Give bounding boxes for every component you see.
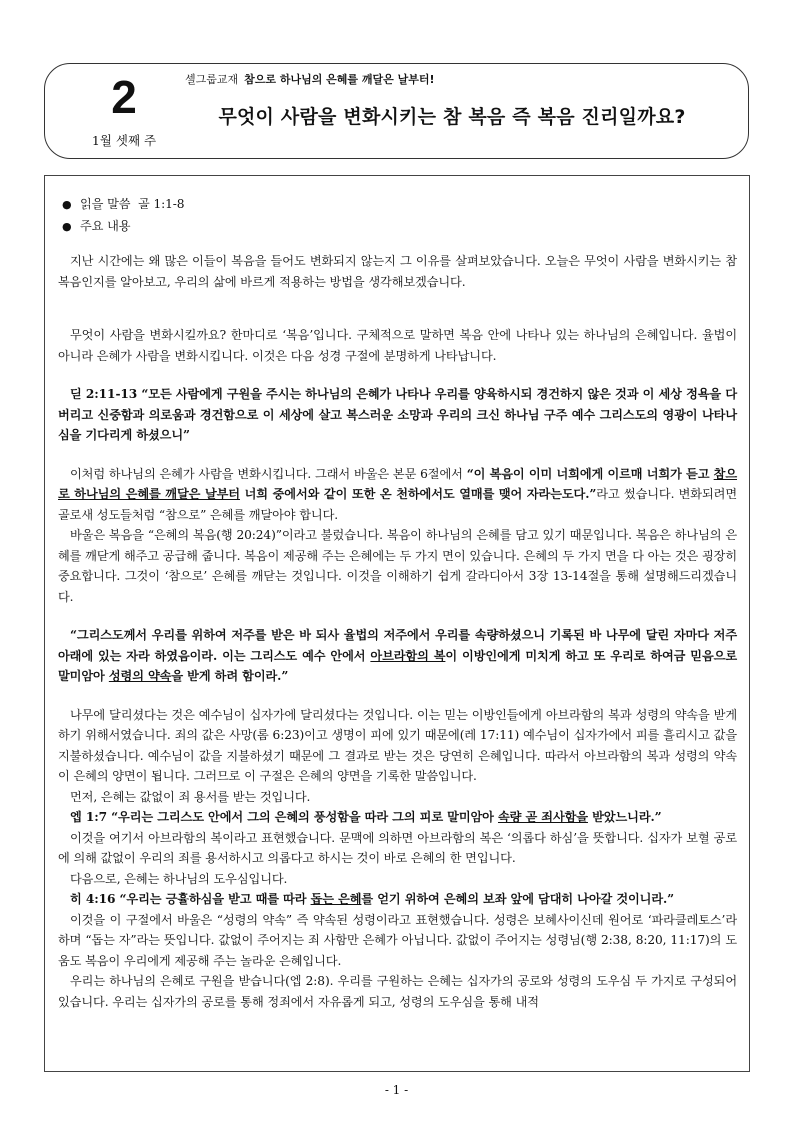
quote-text: “이 복음이 이미 너희에게 이르매 너희가 듣고 xyxy=(466,466,714,481)
scripture-quote xyxy=(58,889,737,910)
underlined-quote: 성령의 약속 xyxy=(108,669,172,683)
scripture-quote xyxy=(58,807,737,828)
text-span: 이처럼 하나님의 은혜가 사람을 변화시킵니다. 그래서 바울은 본문 6절에서 xyxy=(70,466,467,481)
page-title: 무엇이 사람을 변화시키는 참 복음 즉 복음 진리일까요? xyxy=(218,106,686,128)
paragraph xyxy=(58,464,737,526)
reading-label: 읽을 말씀 xyxy=(80,197,131,211)
quote-text: 을 받게 하려 함이라.” xyxy=(171,669,289,683)
intro-paragraph: 지난 시간에는 왜 많은 이들이 복음을 들어도 변화되지 않는지 그 이유를 살펴보았습니다. 오늘은 무엇이 사람을 변화시키는 참 복음인지를 알아보고, 우리의 삶에 바르게 적용하는 방법을 생각해보겠습니다. xyxy=(58,254,737,289)
reading-line xyxy=(58,194,737,216)
paragraph: 먼저, 은혜는 값없이 죄 용서를 받는 것입니다. xyxy=(70,789,311,804)
paragraph: 우리는 하나님의 은혜로 구원을 받습니다(엡 2:8). 우리를 구원하는 은혜는 십자가의 공로와 성령의 도우심 두 가지로 구성되어 있습니다. 우리는 십자가의 공로를 통해 정죄에서 자유롭게 되고, 성령의 도우심을 통해 내적 xyxy=(58,974,737,1009)
quote-text: 히 4:16 “우리는 긍휼하심을 받고 때를 따라 xyxy=(70,892,311,906)
reading-ref: 골 1:1-8 xyxy=(138,197,185,211)
paragraph: 다음으로, 은혜는 하나님의 도우심입니다. xyxy=(70,871,288,886)
lesson-header xyxy=(44,63,749,159)
scripture-quote xyxy=(58,625,737,687)
underlined-quote: 돕는 은혜 xyxy=(310,892,362,906)
quote-text: 엡 1:7 “우리는 그리스도 안에서 그의 은혜의 풍성함을 따라 그의 피로 말미암아 xyxy=(70,810,498,824)
paragraph: 이것을 여기서 아브라함의 복이라고 표현했습니다. 문맥에 의하면 아브라함의 복은 ‘의롭다 하심’을 뜻합니다. 십자가 보혈 공로에 의해 값없이 우리의 죄를 용서하시고 의롭다고 하시는 것이 바로 은혜의 한 면입니다. xyxy=(58,830,737,865)
week-label: 1월 셋째 주 xyxy=(91,133,157,148)
text-span: 라고 썼습니다. 변화되려면 골로새 성도들처럼 “참으로” 은혜를 깨달아야 합니다. xyxy=(58,487,737,522)
series-title: 참으로 하나님의 은혜를 깨달은 날부터! xyxy=(244,73,435,86)
paragraph: 바울은 복음을 “은혜의 복음(행 20:24)”이라고 불렀습니다. 복음이 하나님의 은혜를 담고 있기 때문입니다. 복음은 하나님의 은혜를 깨닫게 해주고 공급해 줍니다. 복음이 제공해 주는 은혜에는 두 가지 면이 있습니다. 은혜의 두 가지 면을 다 아는 것은 굉장히 중요합니다. 그것이 ‘참으로’ 은혜를 깨닫는 것입니다. 이것을 이해하기 쉽게 갈라디아서 3장 13-14절을 통해 설명해드리겠습니다. xyxy=(58,528,737,604)
series-prefix: 셀그룹교재 xyxy=(185,73,239,86)
underlined-quote: 참으로 하나님의 은혜를 깨달은 날부터 xyxy=(58,466,738,501)
quote-text: 받았느니라.” xyxy=(587,810,662,824)
scripture-quote xyxy=(58,384,737,446)
page-number: - 1 - xyxy=(384,1083,409,1097)
main-content-line xyxy=(58,216,737,238)
underlined-quote: 속량 곧 죄사함을 xyxy=(497,810,588,824)
quote-text: 를 얻기 위하여 은혜의 보좌 앞에 담대히 나아갈 것이니라.” xyxy=(361,892,675,906)
series-label xyxy=(185,72,435,87)
quote-text: 이 이방인에게 미치게 하고 또 우리로 하여금 믿음으로 말미암아 xyxy=(58,648,737,683)
quote-text: 딛 2:11-13 “모든 사람에게 구원을 주시는 하나님의 은혜가 나타나 우리를 양육하시되 경건하지 않은 것과 이 세상 정욕을 다 버리고 신중함과 의로움과 경건함으로 이 세상에 살고 복스러운 소망과 우리의 크신 하나님 구주 예수 그리스도의 영광이 나타나심을 기다리게 하셨으니” xyxy=(58,387,737,442)
quote-text: “그리스도께서 우리를 위하여 저주를 받은 바 되사 율법의 저주에서 우리를 속량하셨으니 기록된 바 나무에 달린 자마다 저주 아래에 있는 자라 하였음이라. 이는 그리스도 예수 안에서 xyxy=(58,628,737,663)
paragraph: 무엇이 사람을 변화시킬까요? 한마디로 ‘복음’입니다. 구체적으로 말하면 복음 안에 나타나 있는 하나님의 은혜입니다. 율법이 아니라 은혜가 사람을 변화시킵니다. 이것은 다음 성경 구절에 분명하게 나타납니다. xyxy=(58,328,737,363)
content-box xyxy=(44,175,750,1072)
lesson-number: 2 xyxy=(111,71,137,123)
underlined-quote: 아브라함의 복 xyxy=(370,648,446,663)
bullet-icon: ● xyxy=(62,219,72,233)
lesson-content xyxy=(58,194,737,1012)
main-label: 주요 내용 xyxy=(80,218,131,233)
bullet-icon: ● xyxy=(62,198,72,211)
paragraph: 이것을 이 구절에서 바울은 “성령의 약속” 즉 약속된 성령이라고 표현했습니다. 성령은 보혜사이신데 원어로 ‘파라클레토스’라 하며 “돕는 자”라는 뜻입니다. 값없이 주어지는 죄 사함만 은혜가 아닙니다. 값없이 주어지는 성령님(행 2:38, 8:20, 11:17)의 도움도 복음이 우리에게 제공해 주는 놀라운 은혜입니다. xyxy=(58,912,737,968)
quote-text: 너희 중에서와 같이 또한 온 천하에서도 열매를 맺어 자라는도다.” xyxy=(239,487,597,501)
paragraph: 나무에 달리셨다는 것은 예수님이 십자가에 달리셨다는 것입니다. 이는 믿는 이방인들에게 아브라함의 복과 성령의 약속을 받게 하기 위해서였습니다. 죄의 값은 사망(롬 6:23)이고 생명이 피에 있기 때문에(레 17:11) 예수님이 십자가에서 피를 흘리시고 값을 지불하셨습니다. 예수님이 값을 지불하셨기 때문에 그 결과로 받는 것은 당연히 은혜입니다. 따라서 아브라함의 복과 성령의 약속이 은혜의 양면이 됩니다. 그러므로 이 구절은 은혜의 양면을 기록한 말씀입니다. xyxy=(58,707,737,783)
